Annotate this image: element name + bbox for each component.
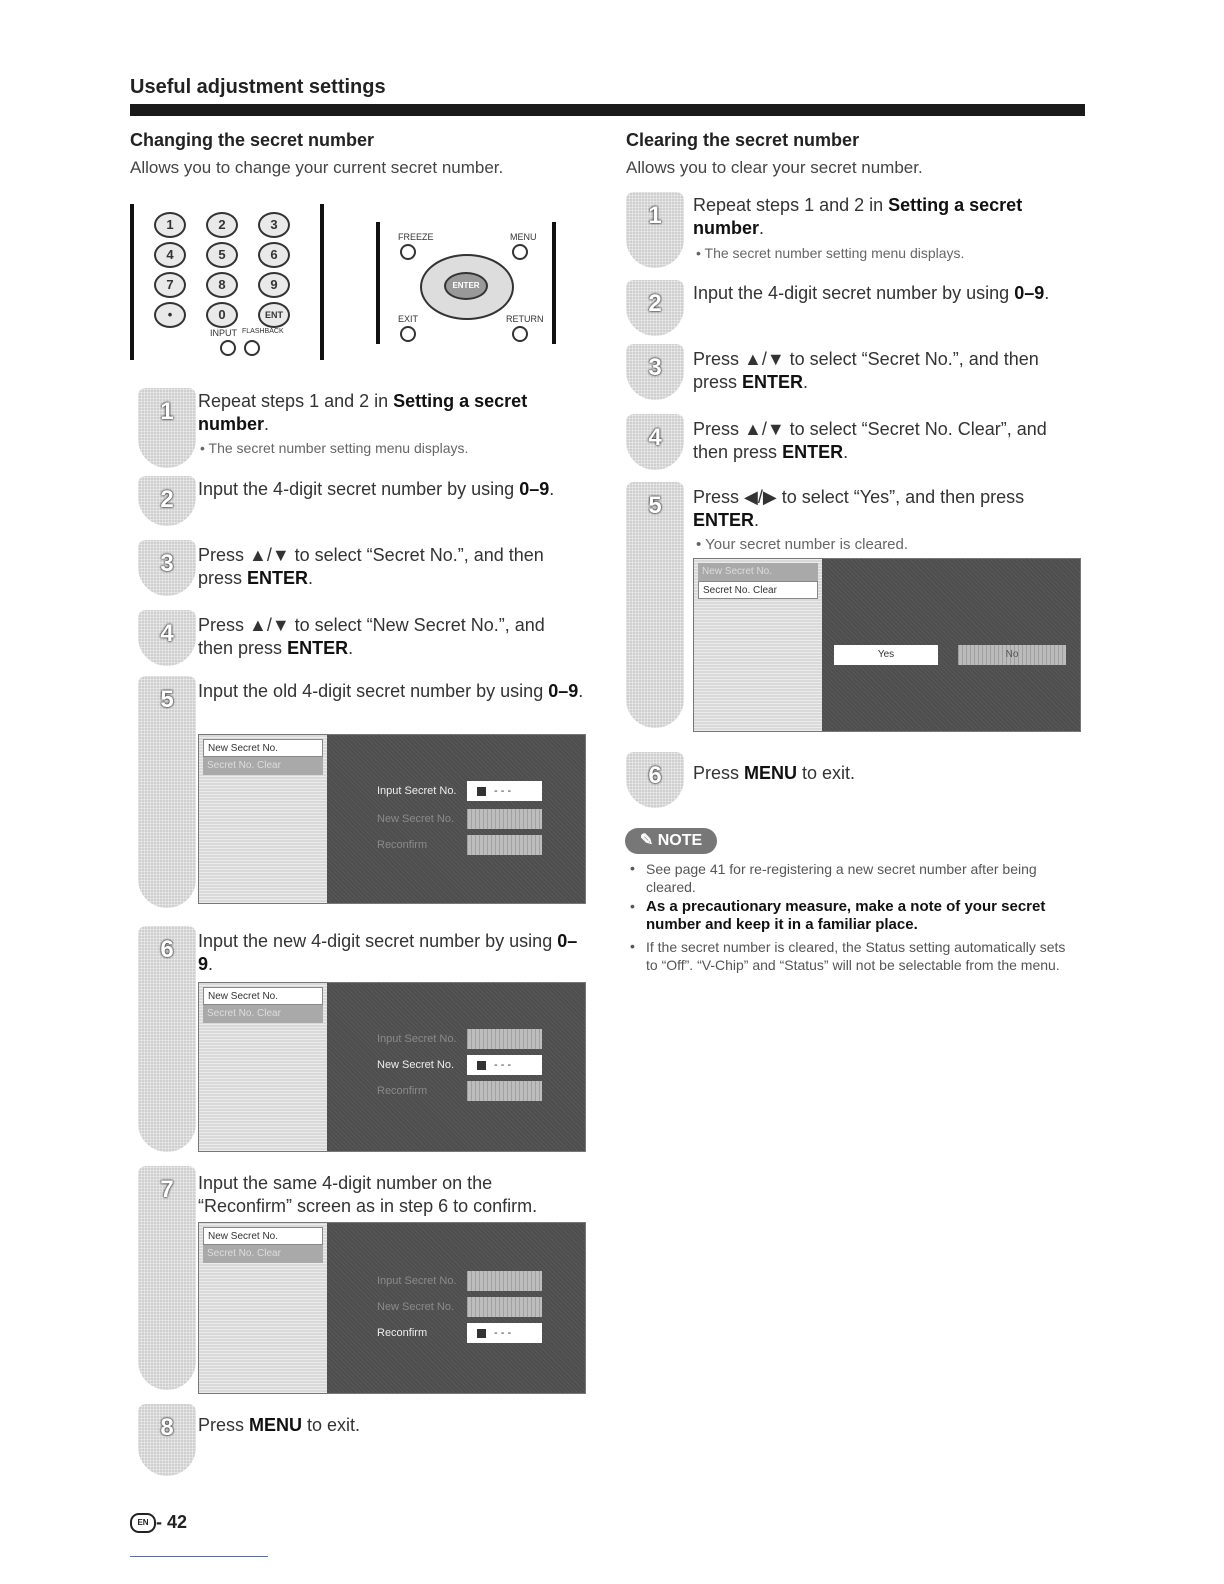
field-label-reconfirm: Reconfirm <box>377 1327 428 1339</box>
field-new-box <box>467 809 542 829</box>
key-0: 0 <box>206 302 238 328</box>
step-text: Press ▲/▼ to select “Secret No.”, and then press ENTER. <box>198 545 544 588</box>
step-badge: 5 <box>626 482 684 728</box>
step-text: Press ▲/▼ to select “Secret No.”, and then press ENTER. <box>693 349 1039 392</box>
no-option: No <box>958 645 1066 665</box>
step-badge: 7 <box>138 1166 196 1390</box>
step-badge: 6 <box>138 926 196 1152</box>
step-text: Input the old 4-digit secret number by using 0–9. <box>198 681 584 701</box>
step-text: Press ▲/▼ to select “Secret No. Clear”, and then press ENTER. <box>693 419 1047 462</box>
menu-item-new-secret: New Secret No. <box>698 563 818 581</box>
note-item-important: As a precautionary measure, make a note of your secret number and keep it in a familiar place. <box>646 898 1046 933</box>
field-label-new: New Secret No. <box>377 1059 455 1071</box>
step-text: Input the 4-digit secret number by using 0–9. <box>693 283 1050 303</box>
page-number: EN - 42 <box>130 1512 187 1533</box>
key-1: 1 <box>154 212 186 238</box>
step-text: Input the same 4-digit number on the “Reconfirm” screen as in step 6 to confirm. <box>198 1173 538 1216</box>
field-label-reconfirm: Reconfirm <box>377 839 428 851</box>
field-label-new: New Secret No. <box>377 813 455 825</box>
flashback-button-icon <box>244 340 260 356</box>
step-badge: 2 <box>626 280 684 336</box>
step-bullet: • The secret number setting menu displays. <box>696 245 965 261</box>
step-text: Press ◀/▶ to select “Yes”, and then press ENTER. <box>693 487 1025 530</box>
menu-item-secret-clear: Secret No. Clear <box>203 1245 323 1263</box>
step-text: Press MENU to exit. <box>693 763 856 783</box>
menu-screen-old-number <box>198 734 586 904</box>
note-item: If the secret number is cleared, the Status setting automatically sets to “Off”. “V-Chip” and “Status” will not be selectable from the menu. <box>646 939 1066 973</box>
key-ent: ENT <box>258 302 290 328</box>
left-column-title: Changing the secret number <box>130 130 375 150</box>
language-badge: EN <box>130 1513 156 1533</box>
field-new-box <box>467 1297 542 1317</box>
menu-item-secret-clear: Secret No. Clear <box>203 1005 323 1023</box>
step-text: Press MENU to exit. <box>198 1415 361 1435</box>
step-text: Repeat steps 1 and 2 in Setting a secret number. <box>198 391 528 434</box>
key-6: 6 <box>258 242 290 268</box>
step-badge: 1 <box>138 388 196 468</box>
bullet-icon: • <box>630 898 635 914</box>
step-badge: 4 <box>626 414 684 470</box>
step-badge: 2 <box>138 476 196 526</box>
menu-item-secret-clear: Secret No. Clear <box>203 757 323 775</box>
key-9: 9 <box>258 272 290 298</box>
step-text: Input the 4-digit secret number by using 0–9. <box>198 479 555 499</box>
key-dot: • <box>154 302 186 328</box>
input-button-icon <box>220 340 236 356</box>
step-bullet: • The secret number setting menu displays. <box>200 440 469 456</box>
left-column-desc: Allows you to change your current secret number. <box>130 158 504 177</box>
menu-item-secret-clear: Secret No. Clear <box>698 581 818 599</box>
freeze-button-icon <box>400 244 416 260</box>
field-new-box: - - - <box>467 1055 542 1075</box>
step-badge: 8 <box>138 1404 196 1476</box>
field-label-input: Input Secret No. <box>377 785 457 797</box>
menu-screen-clear-confirm <box>693 558 1081 732</box>
menu-label: MENU <box>510 232 537 242</box>
enter-button-icon: ENTER <box>444 272 488 300</box>
key-5: 5 <box>206 242 238 268</box>
field-reconfirm-box: - - - <box>467 1323 542 1343</box>
field-input-box <box>467 1271 542 1291</box>
return-button-icon <box>512 326 528 342</box>
key-4: 4 <box>154 242 186 268</box>
step-badge: 6 <box>626 752 684 808</box>
menu-item-new-secret: New Secret No. <box>203 1227 323 1245</box>
step-badge: 4 <box>138 610 196 666</box>
bullet-icon: • <box>630 938 635 954</box>
field-reconfirm-box <box>467 1081 542 1101</box>
input-label: INPUT <box>210 328 237 338</box>
field-label-input: Input Secret No. <box>377 1275 457 1287</box>
section-title: Useful adjustment settings <box>130 76 386 98</box>
step-badge: 5 <box>138 676 196 908</box>
field-input-box: - - - <box>467 781 542 801</box>
field-reconfirm-box <box>467 835 542 855</box>
title-rule <box>130 104 1085 116</box>
step-badge: 3 <box>626 344 684 400</box>
menu-item-new-secret: New Secret No. <box>203 739 323 757</box>
key-7: 7 <box>154 272 186 298</box>
return-label: RETURN <box>506 314 544 324</box>
bullet-icon: • <box>630 860 635 876</box>
field-label-input: Input Secret No. <box>377 1033 457 1045</box>
field-label-new: New Secret No. <box>377 1301 455 1313</box>
menu-item-new-secret: New Secret No. <box>203 987 323 1005</box>
menu-button-icon <box>512 244 528 260</box>
step-text: Press ▲/▼ to select “New Secret No.”, and then press ENTER. <box>198 615 545 658</box>
exit-button-icon <box>400 326 416 342</box>
note-item: See page 41 for re-registering a new secret number after being cleared. <box>646 861 1037 895</box>
key-3: 3 <box>258 212 290 238</box>
exit-label: EXIT <box>398 314 419 324</box>
step-bullet: • Your secret number is cleared. <box>696 536 909 553</box>
key-2: 2 <box>206 212 238 238</box>
step-text: Repeat steps 1 and 2 in Setting a secret number. <box>693 195 1023 238</box>
field-input-box <box>467 1029 542 1049</box>
right-column-title: Clearing the secret number <box>626 130 860 150</box>
step-text: Input the new 4-digit secret number by using 0–9. <box>198 931 578 974</box>
step-badge: 1 <box>626 192 684 268</box>
flashback-label: FLASHBACK <box>242 328 284 335</box>
step-badge: 3 <box>138 540 196 596</box>
freeze-label: FREEZE <box>398 232 434 242</box>
note-badge: ✎ NOTE <box>625 828 717 854</box>
remote-nav-illustration <box>376 222 556 344</box>
field-label-reconfirm: Reconfirm <box>377 1085 428 1097</box>
yes-option: Yes <box>834 645 938 665</box>
keypad-illustration <box>130 204 324 360</box>
menu-screen-new-number <box>198 982 586 1152</box>
footer-line <box>130 1556 268 1557</box>
right-column-desc: Allows you to clear your secret number. <box>626 158 923 177</box>
key-8: 8 <box>206 272 238 298</box>
menu-screen-reconfirm <box>198 1222 586 1394</box>
